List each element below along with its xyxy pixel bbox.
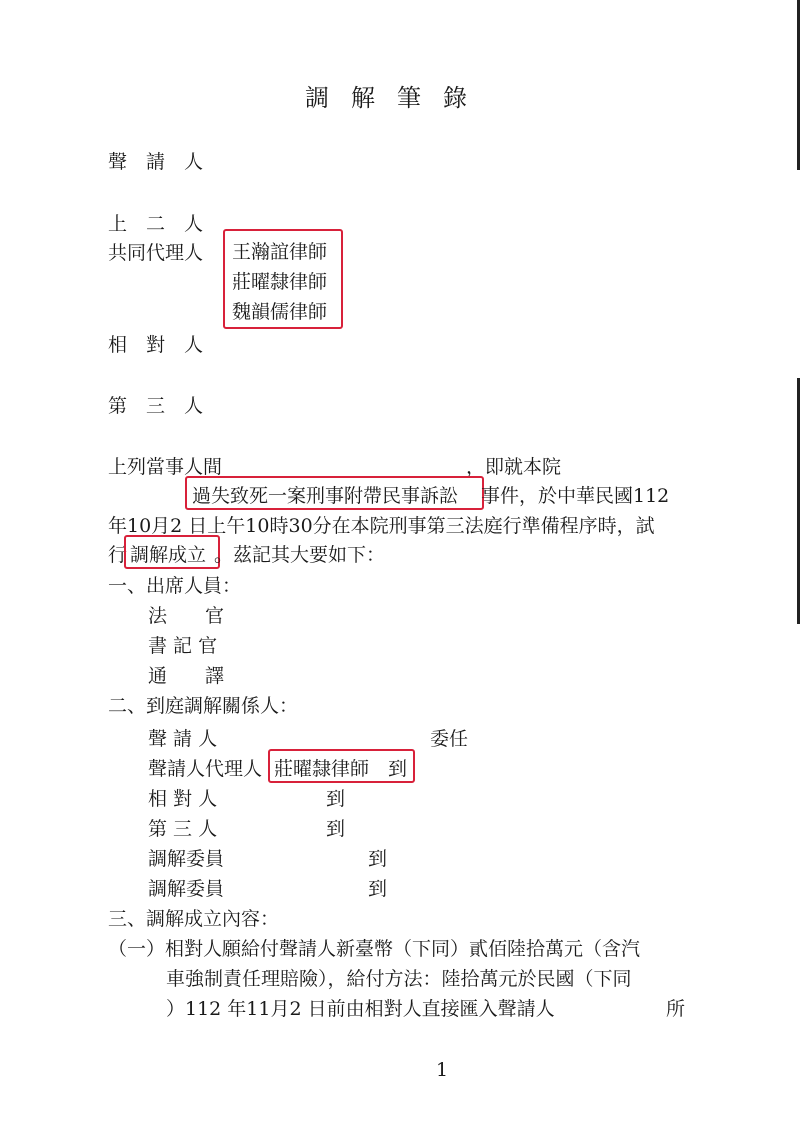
body-line-1a: 上列當事人間	[108, 456, 223, 478]
present-mark: 到	[368, 878, 388, 900]
attendee-role: 書 記 官	[148, 635, 218, 657]
present-mark: 到	[326, 818, 346, 840]
lawyer-name: 王瀚誼律師	[232, 241, 328, 263]
section-heading: 二、到庭調解關係人：	[108, 695, 299, 717]
label-petitioner: 聲 請 人	[108, 151, 204, 173]
party-third-party: 第 三 人	[148, 818, 218, 840]
lawyer-name: 魏韻儒律師	[232, 301, 328, 323]
case-name: 過失致死一案刑事附帶民事訴訟	[192, 485, 459, 507]
label-joint-agent: 共同代理人	[108, 242, 204, 264]
body-line-3: 年10月2 日上午10時30分在本院刑事第三法庭行準備程序時，試	[108, 515, 655, 537]
page-title: 調解筆錄	[305, 84, 489, 112]
content-line: （一）相對人願給付聲請人新臺幣（下同）貳佰陸拾萬元（含汽	[108, 938, 641, 960]
lawyer-name: 莊曜隸律師	[232, 271, 328, 293]
section-heading: 三、調解成立內容：	[108, 908, 280, 930]
attendee-role: 通 譯	[148, 665, 225, 687]
present-mark: 到	[368, 848, 388, 870]
content-line: ）112 年11月2 日前由相對人直接匯入聲請人	[166, 998, 555, 1020]
mediation-result: 調解成立	[130, 544, 207, 566]
label-respondent: 相 對 人	[108, 334, 204, 356]
party-petitioner: 聲 請 人	[148, 728, 218, 750]
entrust-text: 委任	[430, 728, 469, 750]
party-agent-label: 聲請人代理人	[148, 758, 263, 780]
content-line: 車強制責任理賠險），給付方法：陸拾萬元於民國（下同	[166, 968, 632, 990]
party-mediator: 調解委員	[148, 848, 225, 870]
attendee-role: 法 官	[148, 605, 225, 627]
party-respondent: 相 對 人	[148, 788, 218, 810]
body-line-1b: ，即就本院	[466, 456, 562, 478]
body-line-2: 事件，於中華民國112	[481, 485, 670, 507]
body-line-4: 。茲記其大要如下：	[214, 544, 386, 566]
content-line-trailing: 所	[666, 998, 686, 1020]
body-line-4a: 行	[108, 544, 128, 566]
label-third-party: 第 三 人	[108, 395, 204, 417]
party-mediator: 調解委員	[148, 878, 225, 900]
label-both: 上 二 人	[108, 213, 204, 235]
present-mark: 到	[326, 788, 346, 810]
page-number: 1	[436, 1059, 449, 1081]
party-agent-name: 莊曜隸律師 到	[274, 758, 408, 780]
section-heading: 一、出席人員：	[108, 575, 242, 597]
